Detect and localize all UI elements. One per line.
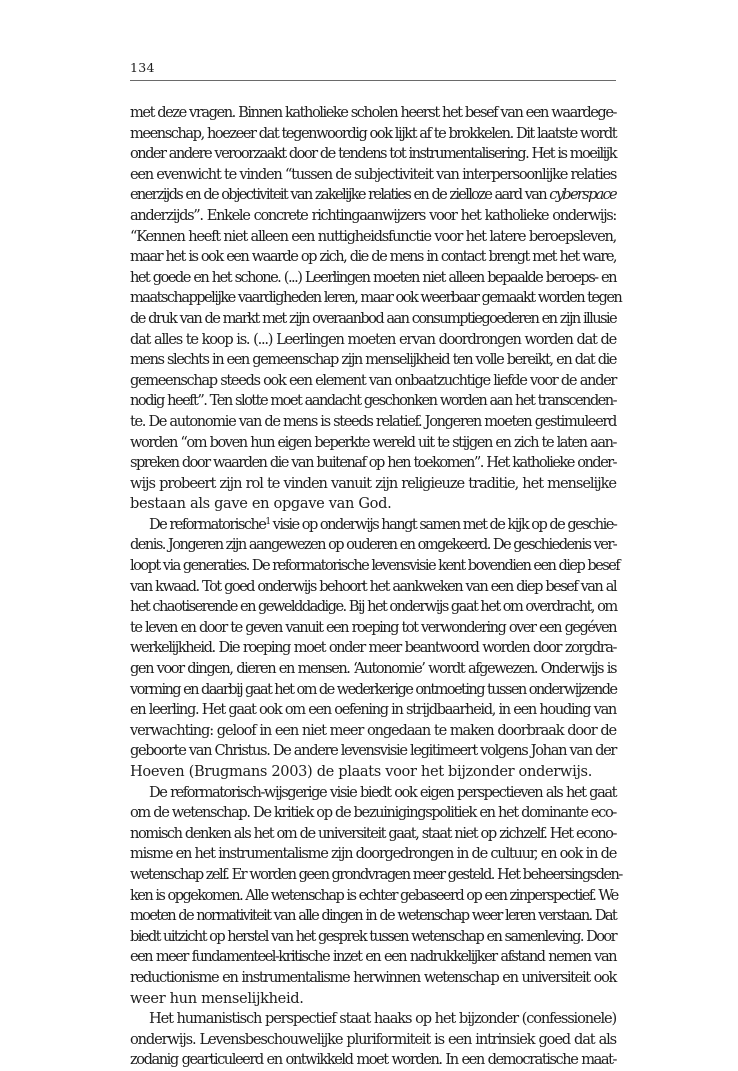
text-line: nodig heeft”. Ten slotte moet aandacht geschonken worden aan het transcenden- (130, 392, 616, 410)
text-line: worden “om boven hun eigen beperkte wereld uit te stijgen en zich te laten aan- (130, 433, 616, 451)
text-run: De reformatorische (149, 515, 266, 533)
text-line: onderwijs. Levensbeschouwelijke pluriformiteit is een intrinsiek goed dat als (130, 1030, 616, 1048)
text-line: bestaan als gave en opgave van God. (130, 495, 392, 513)
text-line: anderzijds”. Enkele concrete richtingaanwijzers voor het katholieke onderwijs: (130, 206, 616, 224)
text-line: denis. Jongeren zijn aangewezen op ouderen en omgekeerd. De geschiedenis ver- (130, 536, 617, 554)
text-line: gemeenschap steeds ook een element van onbaatzuchtige liefde voor de ander (130, 371, 616, 389)
italic-term: cyberspace (549, 186, 616, 204)
text-line: De reformatorisch-wijsgerige visie biedt ook eigen perspectieven als het gaat (149, 783, 616, 801)
paragraph-katholiek (130, 103, 622, 515)
text-line: enerzijds en de objectiviteit van zakelijke relaties en de zielloze aard van cyberspace (130, 186, 616, 204)
text-line: wetenschap zelf. Er worden geen grondvragen meer gesteld. Het beheersingsden- (130, 865, 622, 883)
text-line: verwachting: geloof in een niet meer ongedaan te maken doorbraak door de (130, 721, 616, 739)
text-line: loopt via generaties. De reformatorische levensvisie kent bovendien een diep besef (130, 557, 620, 575)
text-line: van kwaad. Tot goed onderwijs behoort het aankweken van een diep besef van al (130, 577, 616, 595)
text-line: misme en het instrumentalisme zijn doorgedrongen in de cultuur, en ook in de (130, 845, 617, 863)
text-line: de druk van de markt met zijn overaanbod aan consumptiegoederen en zijn illusie (130, 309, 616, 327)
page-number: 134 (130, 60, 155, 75)
text-line: meenschap, hoezeer dat tegenwoordig ook lijkt af te brokkelen. Dit laatste wordt (130, 124, 617, 142)
text-line: mens slechts in een gemeenschap zijn menselijkheid ten volle bereikt, en dat die (130, 351, 616, 369)
text-line: werkelijkheid. Die roeping moet onder meer beantwoord worden door zorgdra- (130, 639, 616, 657)
paragraph-reformatorisch (130, 515, 620, 783)
text-line: biedt uitzicht op herstel van het gesprek tussen wetenschap en samenleving. Door (130, 927, 616, 945)
text-line: vorming en daarbij gaat het om de wederkerige ontmoeting tussen onderwijzende (130, 680, 617, 698)
text-line: geboorte van Christus. De andere levensvisie legitimeert volgens Johan van der (130, 742, 616, 760)
paragraph-wetenschap (130, 783, 622, 1010)
text-line (130, 515, 616, 536)
text-line: maatschappelijke vaardigheden leren, maar ook weerbaar gemaakt worden tegen (130, 289, 622, 307)
text-line: reductionisme en instrumentalisme herwinnen wetenschap en universiteit ook (130, 968, 616, 986)
body-text (130, 103, 622, 1071)
text-line: gen voor dingen, dieren en mensen. ‘Autonomie’ wordt afgewezen. Onderwijs is (130, 660, 616, 678)
text-line: weer hun menselijkheid. (130, 989, 304, 1007)
text-line: te. De autonomie van de mens is steeds relatief. Jongeren moeten gestimuleerd (130, 412, 616, 430)
text-line: met deze vragen. Binnen katholieke scholen heerst het besef van een waardege- (130, 104, 616, 121)
text-run: visie op onderwijs hangt samen met de kijk op de geschie- (269, 515, 617, 533)
text-line: zodanig gearticuleerd en ontwikkeld moet worden. In een democratische maat- (130, 1051, 616, 1069)
text-line: nomisch denken als het om de universiteit gaat, staat niet op zichzelf. Het econo- (130, 824, 616, 842)
text-line: dat alles te koop is. (...) Leerlingen moeten ervan doordrongen worden dat de (130, 330, 616, 348)
paragraph-humanistisch (130, 1009, 616, 1071)
text-line: een meer fundamenteel-kritische inzet en een nadrukkelijker afstand nemen van (130, 948, 616, 966)
text-line: “Kennen heeft niet alleen een nuttigheidsfunctie voor het latere beroepsleven, (130, 227, 616, 245)
text-line: maar het is ook een waarde op zich, die de mens in contact brengt met het ware, (130, 248, 616, 266)
text-line: Hoeven (Brugmans 2003) de plaats voor het bijzonder onderwijs. (130, 763, 592, 780)
text-line: onder andere veroorzaakt door de tendens tot instrumentalisering. Het is moeilijk (130, 145, 616, 163)
text-line: ken is opgekomen. Alle wetenschap is echter gebaseerd op een zinperspectief. We (130, 886, 618, 904)
text-line: een evenwicht te vinden “tussen de subjectiviteit van interpersoonlijke relaties (130, 165, 617, 183)
header-rule (130, 80, 616, 81)
footnote-marker[interactable]: 1 (265, 516, 270, 527)
text-line: moeten de normativiteit van alle dingen in de wetenschap weer leren verstaan. Dat (130, 907, 616, 925)
text-line: het goede en het schone. (...) Leerlingen moeten niet alleen bepaalde beroeps- en (130, 268, 616, 286)
text-line: en leerling. Het gaat ook om een oefening in strijdbaarheid, in een houding van (130, 701, 616, 719)
text-line: het chaotiserende en gewelddadige. Bij het onderwijs gaat het om overdracht, om (130, 598, 617, 616)
text-line: Het humanistisch perspectief staat haaks op het bijzonder (confessionele) (149, 1010, 616, 1028)
text-line: te leven en door te geven vanuit een roeping tot verwondering over een gegéven (130, 618, 616, 636)
text-line: om de wetenschap. De kritiek op de bezuinigingspolitiek en het dominante eco- (130, 804, 617, 822)
text-line: wijs probeert zijn rol te vinden vanuit zijn religieuze traditie, het menselijke (130, 474, 616, 492)
text-line: spreken door waarden die van buitenaf op hen toekomen”. Het katholieke onder- (130, 454, 616, 472)
